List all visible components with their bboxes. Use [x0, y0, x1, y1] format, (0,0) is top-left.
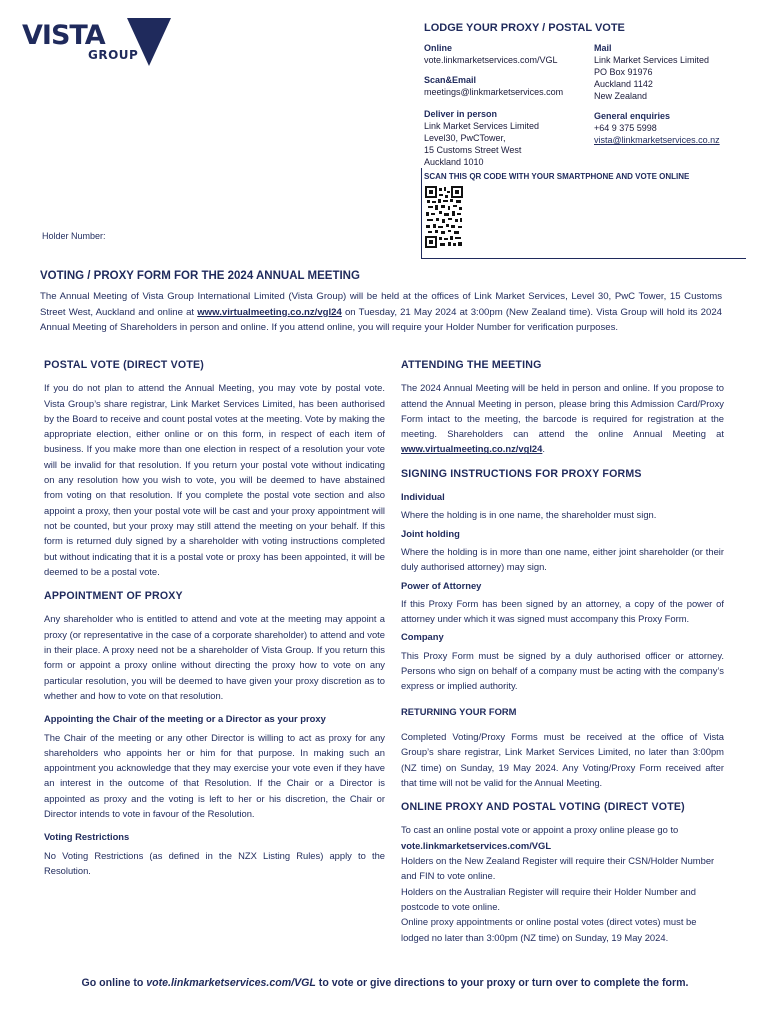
chair-text: The Chair of the meeting or any other Director is willing to act as proxy for any shareholders who appoints her or him for that purpose. In making such an appointment you acknowledge that they may exercise your vote even if they have an interest in the outcome of that Resolution. If the Chair or a Director is appointed as proxy and the voting is left to her or his discretion, the Chair or Director intends to vote in favour of the Resolution. [44, 731, 385, 820]
postal-vote-text: If you do not plan to attend the Annual Meeting, you may vote by postal vote. Vista Group’s share registrar, Link Market Services Limited, has been authorised by the Board to receive and count postal votes at the meeting. Vote by making the appropriate election, either online or on this form, in respect of each item of business. If you make more than one election in respect of a resolution your vote will be invalid for that resolution. If you return your postal vote without indicating on any resolution how you wish to vote, you will be deemed to have abstained from voting on that resolution. If you complete the postal vote section and also appoint a proxy, then your postal vote will be cast and your proxy appointment will not be counted, but your proxy may still attend the meeting on your behalf. If this form is returned duly signed by a shareholder with voting instructions completed but without indicating that it is a postal vote or proxy has been appointed, it will be deemed to be a postal vote. [44, 382, 385, 577]
restrictions-text: No Voting Restrictions (as defined in the NZX Listing Rules) apply to the Resolution. [44, 849, 385, 876]
attending-link[interactable]: www.virtualmeeting.co.nz/vgl24 [401, 443, 543, 455]
online-voting-title: ONLINE PROXY AND POSTAL VOTING (DIRECT VOTE) [401, 801, 685, 814]
online-text-1: To cast an online postal vote or appoint a proxy online please go to [401, 824, 679, 836]
mail-label: Mail [594, 43, 612, 53]
online-voting-link[interactable]: vote.linkmarketservices.com/VGL [401, 839, 552, 851]
scan-label: Scan&Email [424, 75, 477, 85]
footer-after: to vote or give directions to your proxy or turn over to complete the form. [315, 977, 689, 989]
lodge-title: LODGE YOUR PROXY / POSTAL VOTE [424, 22, 625, 34]
vista-group-logo [22, 18, 172, 68]
mail-line: Link Market Services Limited [594, 55, 710, 65]
online-text-4: Online proxy appointments or online postal votes (direct votes) must be lodged no later than 3:00pm (NZ time) on Sunday, 19 May 2024. [401, 916, 697, 943]
returning-text: Completed Voting/Proxy Forms must be received at the office of Vista Group’s share registrar, Link Market Services Limited, no later than 3:00pm (NZ time) on Sunday, 19 May 2024. Any Voting/Proxy Form received after that time will not be valid for the Annual Meeting. [401, 730, 724, 788]
attending-title: ATTENDING THE MEETING [401, 359, 542, 371]
poa-title: Power of Attorney [401, 579, 482, 591]
intro-text: The Annual Meeting of Vista Group International Limited (Vista Group) will be held at the offices of Link Market Services, Level 30, PwC Tower, 15 Customs Street West, Auckland and online at [40, 291, 722, 318]
chair-title: Appointing the Chair of the meeting or a Director as your proxy [44, 713, 326, 725]
general-email-link[interactable]: vista@linkmarketservices.co.nz [594, 135, 720, 145]
individual-title: Individual [401, 491, 445, 503]
restrictions-title: Voting Restrictions [44, 831, 130, 843]
online-voting-text [401, 822, 724, 853]
logo-sub: GROUP [88, 48, 139, 62]
right-column [401, 356, 724, 953]
attending-text-before: The 2024 Annual Meeting will be held in person and online. If you propose to attend the Annual Meeting in person, please bring this Admission Card/Proxy Form intact to the meeting, the barcode is required for registration at the meeting. Shareholders can attend the online Annual Meeting at [401, 382, 724, 440]
qr-code-icon[interactable] [425, 186, 463, 248]
holder-number-label: Holder Number: [42, 231, 106, 241]
poa-text: If this Proxy Form has been signed by an attorney, a copy of the power of attorney under which it was signed must accompany this Proxy Form. [401, 597, 724, 625]
deliver-line: 15 Customs Street West [424, 145, 522, 155]
online-label: Online [424, 43, 453, 53]
logo-word: VISTA [22, 20, 105, 51]
logo-v-icon [127, 18, 171, 66]
individual-text: Where the holding is in one name, the shareholder must sign. [401, 509, 657, 521]
mail-line: PO Box 91976 [594, 67, 653, 77]
deliver-line: Link Market Services Limited [424, 121, 540, 131]
appointment-title: APPOINTMENT OF PROXY [44, 590, 183, 603]
deliver-label: Deliver in person [424, 109, 498, 119]
qr-divider-vertical [421, 168, 422, 258]
company-title: Company [401, 631, 444, 643]
joint-text: Where the holding is in more than one name, either joint shareholder (or their duly authorised attorney) may sign. [401, 545, 724, 573]
scan-email[interactable]: meetings@linkmarketservices.com [424, 87, 564, 97]
online-text-3: Holders on the Australian Register will require their Holder Number and postcode to vote online. [401, 885, 696, 912]
returning-title: RETURNING YOUR FORM [401, 705, 517, 717]
company-text: This Proxy Form must be signed by a duly authorised officer or attorney. Persons who sign on behalf of a company must be acting with the company’s express or implied authority. [401, 649, 724, 692]
deliver-line: Level30, PwCTower, [424, 133, 506, 143]
online-text-2: Holders on the New Zealand Register will require their CSN/Holder Number and FIN to vote online. [401, 855, 715, 882]
intro-paragraph [40, 289, 722, 336]
left-column [44, 356, 385, 886]
footer-link[interactable]: vote.linkmarketservices.com/VGL [146, 977, 316, 989]
qr-title: SCAN THIS QR CODE WITH YOUR SMARTPHONE AND VOTE ONLINE [424, 172, 690, 181]
lodge-section [424, 22, 744, 167]
joint-title: Joint holding [401, 527, 460, 539]
postal-vote-title: POSTAL VOTE (DIRECT VOTE) [44, 359, 204, 371]
form-title: VOTING / PROXY FORM FOR THE 2024 ANNUAL MEETING [40, 270, 360, 282]
attending-text-after: . [542, 443, 545, 455]
mail-line: Auckland 1142 [594, 79, 653, 89]
footer-instruction [0, 977, 770, 989]
attending-text [401, 380, 724, 456]
virtual-meeting-link[interactable]: www.virtualmeeting.co.nz/vgl24 [197, 306, 342, 318]
footer-before: Go online to [81, 977, 147, 989]
appointment-text: Any shareholder who is entitled to attend and vote at the meeting may appoint a proxy (or representative in the case of a corporate shareholder) to attend and vote in their place. A proxy need not be a shareholder of Vista Group. If you return this form or appoint a proxy online without directing the proxy how to vote on any particular resolution, you will be deemed to have given your proxy discretion as to whether and how to vote on that resolution. [44, 613, 385, 701]
mail-line: New Zealand [594, 91, 648, 101]
intro-text-after: on Tuesday, 21 May 2024 at 3:00pm (New Zealand time). Vista Group will hold its 2024 Annual Meeting of Shareholders in person and online. If you attend online, you will require your Holder Number for verification purposes. [40, 306, 723, 334]
signing-title: SIGNING INSTRUCTIONS FOR PROXY FORMS [401, 467, 642, 480]
online-value[interactable]: vote.linkmarketservices.com/VGL [424, 55, 558, 65]
qr-divider-horizontal [421, 258, 746, 259]
general-label: General enquiries [594, 111, 671, 121]
general-phone: +64 9 375 5998 [594, 123, 657, 133]
deliver-line: Auckland 1010 [424, 157, 484, 167]
